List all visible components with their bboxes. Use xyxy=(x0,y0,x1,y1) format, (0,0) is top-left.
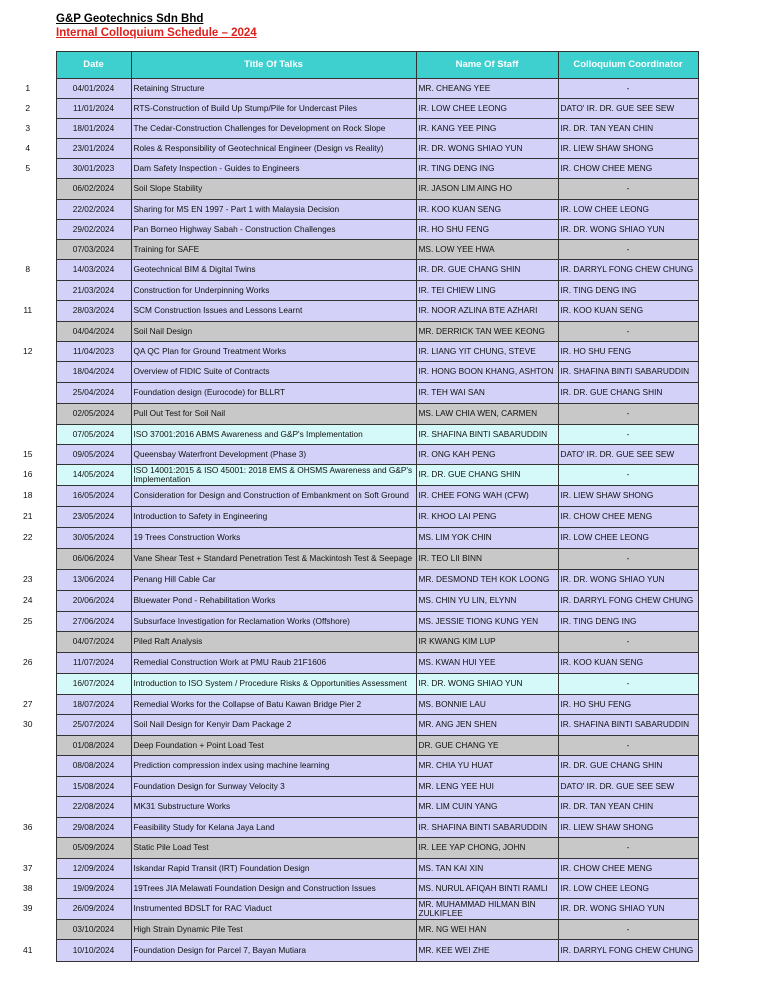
table-row xyxy=(0,818,698,838)
coordinator-cell: IR. LOW CHEE LEONG xyxy=(558,200,698,220)
table-row xyxy=(0,425,698,445)
coordinator-cell: IR. SHAFINA BINTI SABARUDDIN xyxy=(558,715,698,736)
talk-title-cell: Foundation design (Eurocode) for BLLRT xyxy=(131,383,416,404)
date-cell: 11/07/2024 xyxy=(56,653,131,674)
table-row xyxy=(0,260,698,281)
staff-name-cell: IR. DR. GUE CHANG SHIN xyxy=(416,465,558,486)
talk-title-cell: Foundation Design for Parcel 7, Bayan Mutiara xyxy=(131,940,416,962)
table-row xyxy=(0,528,698,549)
coordinator-cell: - xyxy=(558,736,698,756)
coordinator-cell: IR. LOW CHEE LEONG xyxy=(558,528,698,549)
table-row xyxy=(0,756,698,777)
coordinator-cell: - xyxy=(558,240,698,260)
table-row xyxy=(0,119,698,139)
coordinator-cell: - xyxy=(558,322,698,342)
row-number: 21 xyxy=(0,507,56,528)
talk-title-cell: Feasibility Study for Kelana Jaya Land xyxy=(131,818,416,838)
date-cell: 29/08/2024 xyxy=(56,818,131,838)
staff-name-cell: MS. TAN KAI XIN xyxy=(416,859,558,879)
coordinator-cell: IR. HO SHU FENG xyxy=(558,695,698,715)
row-number: 24 xyxy=(0,591,56,612)
staff-name-cell: IR. TING DENG ING xyxy=(416,159,558,179)
date-cell: 19/09/2024 xyxy=(56,879,131,899)
date-cell: 04/04/2024 xyxy=(56,322,131,342)
date-cell: 05/09/2024 xyxy=(56,838,131,859)
talk-title-cell: 19Trees JIA Melawati Foundation Design and Construction Issues xyxy=(131,879,416,899)
company-name: G&P Geotechnics Sdn Bhd xyxy=(56,13,204,25)
table-row xyxy=(0,797,698,818)
talk-title-cell: Introduction to Safety in Engineering xyxy=(131,507,416,528)
talk-title-cell: Soil Nail Design for Kenyir Dam Package 2 xyxy=(131,715,416,736)
staff-name-cell: IR. KOO KUAN SENG xyxy=(416,200,558,220)
date-cell: 25/07/2024 xyxy=(56,715,131,736)
table-row xyxy=(0,301,698,322)
coordinator-cell: IR. DR. WONG SHIAO YUN xyxy=(558,220,698,240)
talk-title-cell: MK31 Substructure Works xyxy=(131,797,416,818)
date-cell: 10/10/2024 xyxy=(56,940,131,962)
date-cell: 25/04/2024 xyxy=(56,383,131,404)
staff-name-cell: MR. CHIA YU HUAT xyxy=(416,756,558,777)
coordinator-cell: IR. DARRYL FONG CHEW CHUNG xyxy=(558,591,698,612)
staff-name-cell: IR. LEE YAP CHONG, JOHN xyxy=(416,838,558,859)
talk-title-cell: Dam Safety Inspection - Guides to Engineers xyxy=(131,159,416,179)
date-cell: 04/01/2024 xyxy=(56,79,131,99)
table-row xyxy=(0,549,698,570)
date-cell: 16/07/2024 xyxy=(56,674,131,695)
talk-title-cell: Subsurface Investigation for Reclamation Works (Offshore) xyxy=(131,612,416,632)
date-cell: 12/09/2024 xyxy=(56,859,131,879)
staff-name-cell: IR. HO SHU FENG xyxy=(416,220,558,240)
table-row xyxy=(0,404,698,425)
table-row xyxy=(0,200,698,220)
table-row xyxy=(0,653,698,674)
coordinator-cell: - xyxy=(558,632,698,653)
talk-title-cell: Soil Nail Design xyxy=(131,322,416,342)
table-row xyxy=(0,570,698,591)
table-row xyxy=(0,362,698,383)
table-row xyxy=(0,465,698,486)
date-cell: 30/01/2023 xyxy=(56,159,131,179)
date-cell: 22/08/2024 xyxy=(56,797,131,818)
row-number xyxy=(0,240,56,260)
talk-title-cell: Sharing for MS EN 1997 - Part 1 with Malaysia Decision xyxy=(131,200,416,220)
row-number: 8 xyxy=(0,260,56,281)
table-header-row xyxy=(0,52,698,79)
coordinator-cell: IR. KOO KUAN SENG xyxy=(558,653,698,674)
staff-name-cell: MS. NURUL AFIQAH BINTI RAMLI xyxy=(416,879,558,899)
coordinator-cell: - xyxy=(558,465,698,486)
staff-name-cell: MR. KEE WEI ZHE xyxy=(416,940,558,962)
coordinator-cell: DATO' IR. DR. GUE SEE SEW xyxy=(558,99,698,119)
date-cell: 18/04/2024 xyxy=(56,362,131,383)
date-cell: 18/01/2024 xyxy=(56,119,131,139)
staff-name-cell: IR. CHEE FONG WAH (CFW) xyxy=(416,486,558,507)
row-number xyxy=(0,777,56,797)
staff-name-cell: IR. TEI CHIEW LING xyxy=(416,281,558,301)
date-cell: 29/02/2024 xyxy=(56,220,131,240)
row-number: 1 xyxy=(0,79,56,99)
staff-name-cell: MS. LIM YOK CHIN xyxy=(416,528,558,549)
coordinator-cell: IR. DR. WONG SHIAO YUN xyxy=(558,899,698,920)
table-row xyxy=(0,99,698,119)
coordinator-cell: IR. DR. TAN YEAN CHIN xyxy=(558,797,698,818)
row-number: 41 xyxy=(0,940,56,962)
row-number xyxy=(0,736,56,756)
staff-name-cell: IR. HONG BOON KHANG, ASHTON xyxy=(416,362,558,383)
talk-title-cell: Remedial Works for the Collapse of Batu Kawan Bridge Pier 2 xyxy=(131,695,416,715)
staff-name-cell: MR. DESMOND TEH KOK LOONG xyxy=(416,570,558,591)
talk-title-cell: Static Pile Load Test xyxy=(131,838,416,859)
staff-name-cell: IR. NOOR AZLINA BTE AZHARI xyxy=(416,301,558,322)
row-number xyxy=(0,200,56,220)
row-number xyxy=(0,404,56,425)
talk-title-cell: SCM Construction Issues and Lessons Learnt xyxy=(131,301,416,322)
coordinator-cell: IR. CHOW CHEE MENG xyxy=(558,859,698,879)
talk-title-cell: Prediction compression index using machine learning xyxy=(131,756,416,777)
schedule-body xyxy=(0,79,698,962)
coordinator-cell: IR. LIEW SHAW SHONG xyxy=(558,818,698,838)
row-number xyxy=(0,632,56,653)
row-number: 30 xyxy=(0,715,56,736)
date-cell: 20/06/2024 xyxy=(56,591,131,612)
talk-title-cell: RTS-Construction of Build Up Stump/Pile for Undercast Piles xyxy=(131,99,416,119)
table-row xyxy=(0,159,698,179)
talk-title-cell: ISO 37001:2016 ABMS Awareness and G&P's Implementation xyxy=(131,425,416,445)
staff-name-cell: IR. DR. GUE CHANG SHIN xyxy=(416,260,558,281)
coordinator-cell: IR. CHOW CHEE MENG xyxy=(558,159,698,179)
coordinator-cell: - xyxy=(558,549,698,570)
date-cell: 18/07/2024 xyxy=(56,695,131,715)
talk-title-cell: Training for SAFE xyxy=(131,240,416,260)
staff-name-cell: IR. TEH WAI SAN xyxy=(416,383,558,404)
talk-title-cell: Iskandar Rapid Transit (IRT) Foundation Design xyxy=(131,859,416,879)
date-cell: 22/02/2024 xyxy=(56,200,131,220)
staff-column-header: Name Of Staff xyxy=(416,52,558,79)
coordinator-cell: IR. TING DENG ING xyxy=(558,281,698,301)
table-row xyxy=(0,342,698,362)
date-cell: 03/10/2024 xyxy=(56,920,131,940)
staff-name-cell: IR. KANG YEE PING xyxy=(416,119,558,139)
staff-name-cell: MR. LENG YEE HUI xyxy=(416,777,558,797)
row-number: 3 xyxy=(0,119,56,139)
coordinator-cell: IR. LIEW SHAW SHONG xyxy=(558,139,698,159)
row-number xyxy=(0,425,56,445)
staff-name-cell: MR. LIM CUIN YANG xyxy=(416,797,558,818)
talk-title-cell: Vane Shear Test + Standard Penetration Test & Mackintosh Test & Seepage xyxy=(131,549,416,570)
talk-title-cell: Soil Slope Stability xyxy=(131,179,416,200)
row-number: 37 xyxy=(0,859,56,879)
talk-title-cell: 19 Trees Construction Works xyxy=(131,528,416,549)
row-number: 25 xyxy=(0,612,56,632)
talk-title-cell: Introduction to ISO System / Procedure Risks & Opportunities Assessment xyxy=(131,674,416,695)
row-number xyxy=(0,797,56,818)
coordinator-cell: - xyxy=(558,79,698,99)
coordinator-cell: - xyxy=(558,179,698,200)
talk-title-cell: Construction for Underpinning Works xyxy=(131,281,416,301)
date-cell: 13/06/2024 xyxy=(56,570,131,591)
coordinator-column-header: Colloquium Coordinator xyxy=(558,52,698,79)
table-row xyxy=(0,591,698,612)
talk-title-cell: Penang Hill Cable Car xyxy=(131,570,416,591)
table-row xyxy=(0,281,698,301)
table-row xyxy=(0,859,698,879)
table-row xyxy=(0,79,698,99)
staff-name-cell: IR. DR. WONG SHIAO YUN xyxy=(416,139,558,159)
coordinator-cell: IR. DR. TAN YEAN CHIN xyxy=(558,119,698,139)
coordinator-cell: - xyxy=(558,404,698,425)
row-number: 5 xyxy=(0,159,56,179)
row-number xyxy=(0,281,56,301)
row-number: 26 xyxy=(0,653,56,674)
table-row xyxy=(0,674,698,695)
talk-title-cell: Roles & Responsibility of Geotechnical Engineer (Design vs Reality) xyxy=(131,139,416,159)
staff-name-cell: MR. MUHAMMAD HILMAN BIN ZULKIFLEE xyxy=(416,899,558,920)
date-cell: 27/06/2024 xyxy=(56,612,131,632)
document-header xyxy=(56,12,257,40)
row-number: 2 xyxy=(0,99,56,119)
talk-title-cell: The Cedar-Construction Challenges for Development on Rock Slope xyxy=(131,119,416,139)
date-cell: 30/05/2024 xyxy=(56,528,131,549)
colloquium-schedule-table xyxy=(0,51,699,962)
date-cell: 23/01/2024 xyxy=(56,139,131,159)
table-row xyxy=(0,777,698,797)
coordinator-cell: IR. HO SHU FENG xyxy=(558,342,698,362)
date-cell: 16/05/2024 xyxy=(56,486,131,507)
date-cell: 04/07/2024 xyxy=(56,632,131,653)
table-row xyxy=(0,838,698,859)
table-row xyxy=(0,445,698,465)
row-number: 18 xyxy=(0,486,56,507)
staff-name-cell: IR. SHAFINA BINTI SABARUDDIN xyxy=(416,425,558,445)
table-row xyxy=(0,486,698,507)
row-number: 39 xyxy=(0,899,56,920)
row-number: 22 xyxy=(0,528,56,549)
coordinator-cell: IR. DR. GUE CHANG SHIN xyxy=(558,383,698,404)
talk-title-cell: Overview of FIDIC Suite of Contracts xyxy=(131,362,416,383)
talk-title-cell: High Strain Dynamic Pile Test xyxy=(131,920,416,940)
row-number xyxy=(0,383,56,404)
talk-title-cell: Geotechnical BIM & Digital Twins xyxy=(131,260,416,281)
date-cell: 06/02/2024 xyxy=(56,179,131,200)
date-cell: 11/01/2024 xyxy=(56,99,131,119)
date-cell: 23/05/2024 xyxy=(56,507,131,528)
title-column-header: Title Of Talks xyxy=(131,52,416,79)
staff-name-cell: MS. CHIN YU LIN, ELYNN xyxy=(416,591,558,612)
coordinator-cell: IR. CHOW CHEE MENG xyxy=(558,507,698,528)
staff-name-cell: MR. NG WEI HAN xyxy=(416,920,558,940)
staff-name-cell: MS. KWAN HUI YEE xyxy=(416,653,558,674)
staff-name-cell: DR. GUE CHANG YE xyxy=(416,736,558,756)
table-row xyxy=(0,715,698,736)
talk-title-cell: Deep Foundation + Point Load Test xyxy=(131,736,416,756)
coordinator-cell: IR. LIEW SHAW SHONG xyxy=(558,486,698,507)
row-number: 36 xyxy=(0,818,56,838)
talk-title-cell: Foundation Design for Sunway Velocity 3 xyxy=(131,777,416,797)
staff-name-cell: IR. SHAFINA BINTI SABARUDDIN xyxy=(416,818,558,838)
talk-title-cell: Instrumented BDSLT for RAC Viaduct xyxy=(131,899,416,920)
staff-name-cell: IR. LIANG YIT CHUNG, STEVE xyxy=(416,342,558,362)
date-cell: 06/06/2024 xyxy=(56,549,131,570)
row-number xyxy=(0,674,56,695)
table-row xyxy=(0,632,698,653)
table-row xyxy=(0,899,698,920)
staff-name-cell: MR. DERRICK TAN WEE KEONG xyxy=(416,322,558,342)
date-cell: 28/03/2024 xyxy=(56,301,131,322)
date-cell: 01/08/2024 xyxy=(56,736,131,756)
date-column-header: Date xyxy=(56,52,131,79)
staff-name-cell: IR. LOW CHEE LEONG xyxy=(416,99,558,119)
coordinator-cell: - xyxy=(558,674,698,695)
table-row xyxy=(0,220,698,240)
date-cell: 08/08/2024 xyxy=(56,756,131,777)
talk-title-cell: Bluewater Pond - Rehabilitation Works xyxy=(131,591,416,612)
table-row xyxy=(0,322,698,342)
date-cell: 09/05/2024 xyxy=(56,445,131,465)
staff-name-cell: MS. LAW CHIA WEN, CARMEN xyxy=(416,404,558,425)
row-number xyxy=(0,179,56,200)
row-number xyxy=(0,362,56,383)
table-row xyxy=(0,920,698,940)
table-row xyxy=(0,940,698,962)
row-number: 27 xyxy=(0,695,56,715)
coordinator-cell: IR. DARRYL FONG CHEW CHUNG xyxy=(558,260,698,281)
date-cell: 02/05/2024 xyxy=(56,404,131,425)
staff-name-cell: MR. ANG JEN SHEN xyxy=(416,715,558,736)
table-row xyxy=(0,507,698,528)
table-row xyxy=(0,879,698,899)
coordinator-cell: IR. DARRYL FONG CHEW CHUNG xyxy=(558,940,698,962)
date-cell: 21/03/2024 xyxy=(56,281,131,301)
staff-name-cell: MS. BONNIE LAU xyxy=(416,695,558,715)
staff-name-cell: IR. ONG KAH PENG xyxy=(416,445,558,465)
staff-name-cell: IR. JASON LIM AING HO xyxy=(416,179,558,200)
table-row xyxy=(0,736,698,756)
talk-title-cell: Remedial Construction Work at PMU Raub 21F1606 xyxy=(131,653,416,674)
talk-title-cell: Queensbay Waterfront Development (Phase 3) xyxy=(131,445,416,465)
coordinator-cell: - xyxy=(558,425,698,445)
table-row xyxy=(0,240,698,260)
date-cell: 11/04/2023 xyxy=(56,342,131,362)
table-row xyxy=(0,383,698,404)
talk-title-cell: Pull Out Test for Soil Nail xyxy=(131,404,416,425)
coordinator-cell: - xyxy=(558,920,698,940)
talk-title-cell: Pan Borneo Highway Sabah - Construction Challenges xyxy=(131,220,416,240)
coordinator-cell: IR. LOW CHEE LEONG xyxy=(558,879,698,899)
row-number xyxy=(0,838,56,859)
coordinator-cell: IR. DR. WONG SHIAO YUN xyxy=(558,570,698,591)
staff-name-cell: IR KWANG KIM LUP xyxy=(416,632,558,653)
coordinator-cell: DATO' IR. DR. GUE SEE SEW xyxy=(558,777,698,797)
table-row xyxy=(0,179,698,200)
row-number-header xyxy=(0,52,56,79)
row-number xyxy=(0,549,56,570)
date-cell: 07/03/2024 xyxy=(56,240,131,260)
date-cell: 07/05/2024 xyxy=(56,425,131,445)
date-cell: 26/09/2024 xyxy=(56,899,131,920)
talk-title-cell: Piled Raft Analysis xyxy=(131,632,416,653)
coordinator-cell: - xyxy=(558,838,698,859)
staff-name-cell: MR. CHEANG YEE xyxy=(416,79,558,99)
coordinator-cell: IR. SHAFINA BINTI SABARUDDIN xyxy=(558,362,698,383)
row-number xyxy=(0,220,56,240)
coordinator-cell: IR. KOO KUAN SENG xyxy=(558,301,698,322)
staff-name-cell: IR. KHOO LAI PENG xyxy=(416,507,558,528)
row-number: 38 xyxy=(0,879,56,899)
talk-title-cell: Consideration for Design and Construction of Embankment on Soft Ground xyxy=(131,486,416,507)
staff-name-cell: MS. JESSIE TIONG KUNG YEN xyxy=(416,612,558,632)
row-number: 11 xyxy=(0,301,56,322)
row-number: 15 xyxy=(0,445,56,465)
date-cell: 14/03/2024 xyxy=(56,260,131,281)
date-cell: 14/05/2024 xyxy=(56,465,131,486)
talk-title-cell: QA QC Plan for Ground Treatment Works xyxy=(131,342,416,362)
coordinator-cell: IR. TING DENG ING xyxy=(558,612,698,632)
coordinator-cell: IR. DR. GUE CHANG SHIN xyxy=(558,756,698,777)
row-number xyxy=(0,920,56,940)
schedule-title: Internal Colloquium Schedule – 2024 xyxy=(56,27,257,39)
date-cell: 15/08/2024 xyxy=(56,777,131,797)
row-number xyxy=(0,756,56,777)
talk-title-cell: ISO 14001:2015 & ISO 45001: 2018 EMS & OHSMS Awareness and G&P's Implementation xyxy=(131,465,416,486)
row-number: 16 xyxy=(0,465,56,486)
staff-name-cell: IR. TEO LII BINN xyxy=(416,549,558,570)
row-number: 4 xyxy=(0,139,56,159)
staff-name-cell: IR. DR. WONG SHIAO YUN xyxy=(416,674,558,695)
staff-name-cell: MS. LOW YEE HWA xyxy=(416,240,558,260)
row-number: 23 xyxy=(0,570,56,591)
talk-title-cell: Retaining Structure xyxy=(131,79,416,99)
table-row xyxy=(0,612,698,632)
table-row xyxy=(0,695,698,715)
coordinator-cell: DATO' IR. DR. GUE SEE SEW xyxy=(558,445,698,465)
row-number: 12 xyxy=(0,342,56,362)
table-row xyxy=(0,139,698,159)
row-number xyxy=(0,322,56,342)
